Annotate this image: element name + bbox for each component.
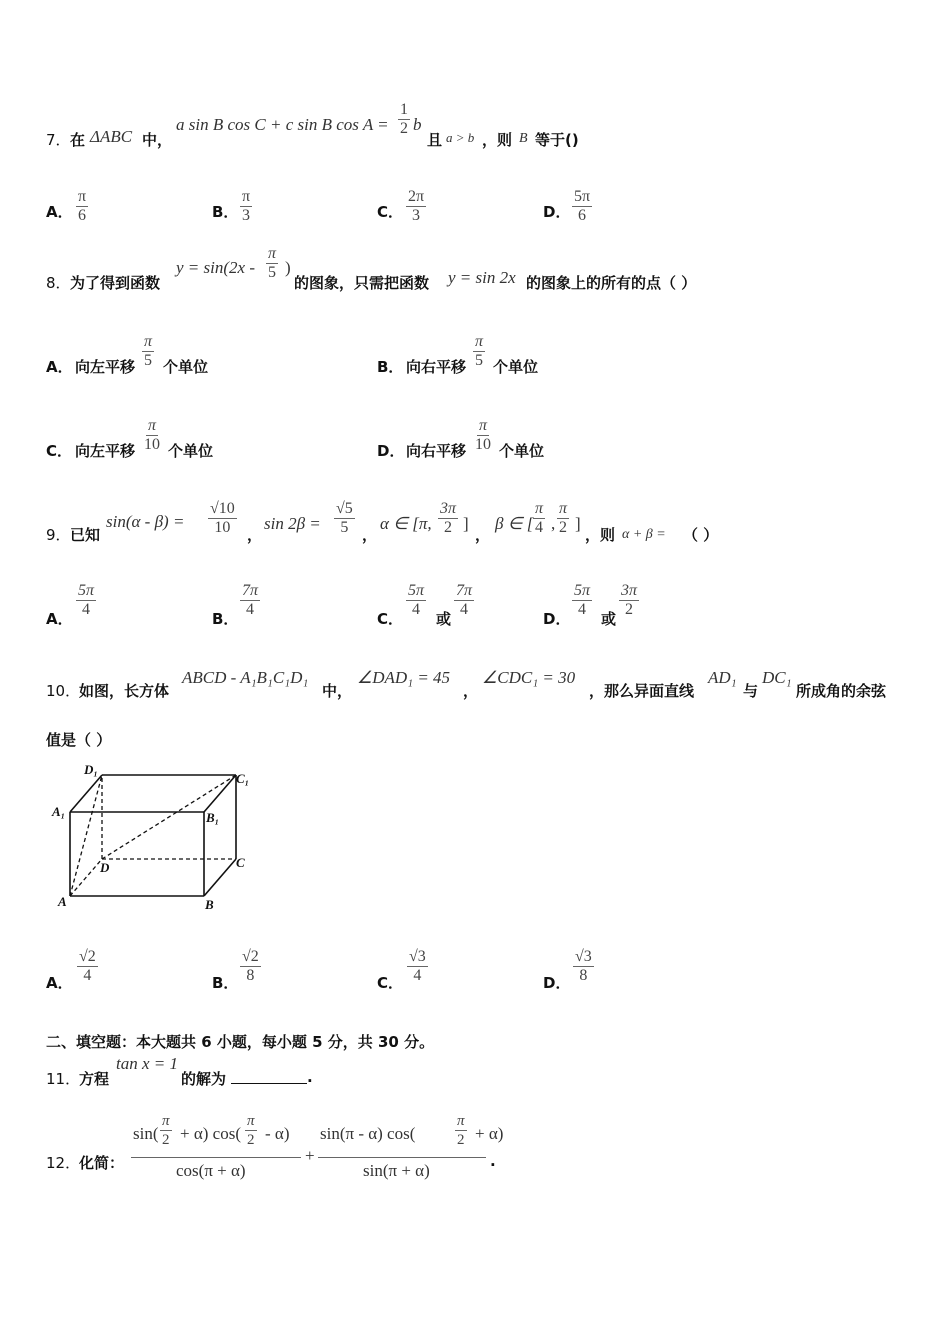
q8-d-num: π: [478, 417, 487, 434]
q9-f4-close: ]: [575, 514, 581, 533]
q9-option-c-or: 或: [436, 610, 452, 628]
q10-option-a-fraction: [77, 948, 98, 985]
q7-option-a[interactable]: A．: [46, 203, 73, 221]
q9-b-den: 4: [246, 601, 254, 618]
q10-c-num: √3: [409, 948, 426, 965]
q9-option-d-fraction-1: [572, 582, 592, 619]
q8-option-c-post: 个单位: [168, 442, 214, 460]
q8-option-d-fraction: [473, 417, 493, 454]
q7-option-c[interactable]: C．: [377, 203, 404, 221]
q8-option-d-pre: 向右平移: [406, 442, 467, 460]
q8-b-num: π: [475, 333, 484, 350]
label-b1: B₁: [206, 810, 220, 825]
q7-cond: a > b: [446, 130, 475, 145]
q12-t1-frac-b-den: 2: [247, 1132, 255, 1148]
q9-f4a-fraction: [533, 500, 545, 537]
q9-option-b-fraction: [240, 582, 260, 619]
q9-d-num1: 5π: [574, 582, 591, 599]
q12-end: .: [490, 1152, 496, 1170]
q10-and: 与: [743, 682, 759, 700]
q10-option-d[interactable]: D．: [543, 974, 571, 992]
q9-c-den1: 4: [412, 601, 420, 618]
q9-pre: 已知: [70, 526, 101, 544]
q12-plus: +: [305, 1146, 315, 1165]
edge-bc: [204, 859, 236, 896]
q12-t1-num-a: sin(: [133, 1124, 159, 1143]
q7-option-d-value: [572, 188, 592, 225]
q7-b: b: [413, 115, 422, 134]
q9-f1-den: 10: [214, 519, 231, 536]
q12-t1-frac-a-num: π: [162, 1113, 170, 1129]
q8-option-d-post: 个单位: [499, 442, 545, 460]
q8-option-a-post: 个单位: [163, 358, 209, 376]
q8-option-d[interactable]: D．: [377, 442, 405, 460]
q10-angle-1: ∠DAD₁ = 45: [357, 668, 451, 687]
q7-pre: 在: [70, 131, 86, 149]
q9-comma-2: ，: [362, 526, 378, 544]
q12-t1-frac-b: [245, 1112, 257, 1149]
q7-ask: 等于(): [535, 131, 579, 149]
q11-pre: 方程: [79, 1070, 110, 1088]
q7-option-d[interactable]: D．: [543, 203, 571, 221]
q10-line-2: DC₁: [762, 668, 792, 687]
q10-number: 10．: [46, 682, 81, 700]
q9-f3-num: 3π: [440, 500, 457, 517]
label-c1: C₁: [236, 771, 250, 786]
q9-c-num1: 5π: [408, 582, 425, 599]
q12-t2-frac-den: 2: [457, 1132, 465, 1148]
q9-f5: α + β =: [622, 527, 666, 542]
q9-d-num2: 3π: [621, 582, 638, 599]
q10-c-den: 4: [413, 967, 422, 984]
q7-half-num: 1: [400, 101, 408, 118]
q9-option-c-fraction-2: [454, 582, 474, 619]
q7-number: 7．: [46, 131, 71, 149]
q10-a-den: 4: [83, 967, 92, 984]
q9-f3-close: ]: [463, 514, 469, 533]
q7-option-c-value: [406, 188, 426, 225]
q7-a-den: 6: [78, 207, 87, 224]
q9-option-d[interactable]: D．: [543, 610, 571, 628]
q9-c-num2: 7π: [456, 582, 473, 599]
q9-option-b[interactable]: B．: [212, 610, 239, 628]
q9-f2-den: 5: [340, 519, 349, 536]
q8-c-num: π: [147, 417, 156, 434]
q8-f1: y = sin(2x -: [176, 258, 255, 277]
label-d1: D₁: [84, 762, 98, 777]
q9-d-den2: 2: [625, 601, 633, 618]
q8-option-a-pre: 向左平移: [75, 358, 136, 376]
q11-post: 的解为: [181, 1070, 227, 1088]
q9-ask: （ ）: [683, 526, 719, 544]
q12-t1-num-b: + α) cos(: [180, 1124, 241, 1143]
q7-triangle: ΔABC: [90, 127, 133, 146]
q10-post: 所成角的余弦: [796, 682, 887, 700]
q10-angle-2: ∠CDC₁ = 30: [482, 668, 576, 687]
q7-c-den: 3: [412, 207, 421, 224]
q9-f1: sin(α - β) =: [106, 512, 185, 531]
q9-f1-num: √10: [210, 500, 235, 517]
q9-f2-num: √5: [336, 500, 353, 517]
q9-f3-den: 2: [444, 519, 452, 536]
q9-f4: β ∈ [: [495, 514, 534, 533]
q7-and: 且: [427, 131, 443, 149]
q9-option-c-fraction-1: [406, 582, 426, 619]
q10-a-num: √2: [79, 948, 96, 965]
q9-b-num: 7π: [242, 582, 259, 599]
q10-comma-2: ，那么异面直线: [589, 682, 695, 700]
q8-f1-fraction: [266, 245, 278, 282]
q8-option-a[interactable]: A．: [46, 358, 73, 376]
q9-f3: α ∈ [π,: [380, 514, 432, 533]
label-c: C: [236, 855, 245, 870]
q12-t2-frac: [455, 1112, 467, 1149]
q11-equation: tan x = 1: [116, 1054, 178, 1073]
q12-t2-frac-num: π: [457, 1113, 465, 1129]
label-d: D: [100, 860, 110, 875]
q10-comma-1: ，: [463, 682, 479, 700]
q10-option-a[interactable]: A．: [46, 974, 73, 992]
q7-mid: 中，: [142, 131, 173, 149]
q8-post: 的图象上的所有的点（ ）: [526, 274, 697, 292]
q9-option-c[interactable]: C．: [377, 610, 404, 628]
q11-number: 11．: [46, 1070, 81, 1088]
q9-option-a-fraction: [76, 582, 96, 619]
q10-line2: 值是（ ）: [46, 731, 112, 749]
q9-then: ，则: [585, 526, 616, 544]
q9-f4b-num: π: [559, 500, 568, 517]
q8-option-c-fraction: [142, 417, 162, 454]
q12-t1-frac-a-den: 2: [162, 1132, 170, 1148]
q8-mid: 的图象，只需把函数: [294, 274, 430, 292]
q8-f1-den: 5: [268, 264, 276, 281]
q12-number: 12．: [46, 1154, 81, 1172]
q7-half-fraction: [398, 101, 410, 138]
q7-d-num: 5π: [574, 188, 591, 205]
q9-f4a-num: π: [535, 500, 544, 517]
q8-option-c-pre: 向左平移: [75, 442, 136, 460]
q10-option-b[interactable]: B．: [212, 974, 239, 992]
q8-option-b-pre: 向右平移: [406, 358, 467, 376]
q7-option-a-value: [76, 188, 88, 225]
q9-d-den1: 4: [578, 601, 586, 618]
edge-ad-hidden: [70, 859, 102, 896]
q8-d-den: 10: [475, 436, 491, 453]
label-a: A: [58, 894, 67, 909]
q7-b-den: 3: [242, 207, 251, 224]
q7-option-b[interactable]: B．: [212, 203, 239, 221]
q12-t1-den: cos(π + α): [176, 1161, 246, 1180]
q9-f4a-den: 4: [535, 519, 543, 536]
q10-option-d-fraction: [573, 948, 594, 985]
q12-t1-frac-b-num: π: [247, 1113, 255, 1129]
q10-box: ABCD - A₁B₁C₁D₁: [182, 668, 309, 687]
q9-f1-fraction: [208, 500, 237, 537]
q12-t2-num-b: + α): [475, 1124, 504, 1143]
q10-b-den: 8: [246, 967, 255, 984]
q9-f3-fraction: [438, 500, 458, 537]
q7-d-den: 6: [578, 207, 587, 224]
q10-option-c-fraction: [407, 948, 428, 985]
q8-f2: y = sin 2x: [448, 268, 516, 287]
q9-f4-comma: ,: [551, 514, 556, 533]
q8-option-b-post: 个单位: [493, 358, 539, 376]
q8-a-num: π: [144, 333, 153, 350]
q7-option-b-value: [240, 188, 252, 225]
q9-f2-fraction: [334, 500, 355, 537]
q7-formula: a sin B cos C + c sin B cos A =: [176, 115, 389, 134]
q7-B: B: [519, 131, 528, 146]
q12-t2-num-a: sin(π - α) cos(: [320, 1124, 416, 1143]
q10-option-c[interactable]: C．: [377, 974, 404, 992]
q12-t1-fraction-bar: [131, 1157, 301, 1158]
q9-f2: sin 2β =: [264, 514, 321, 533]
q9-option-d-fraction-2: [619, 582, 639, 619]
q12-pre: 化简：: [79, 1154, 125, 1172]
q8-c-den: 10: [144, 436, 160, 453]
q9-f4b-fraction: [557, 500, 569, 537]
q9-c-den2: 4: [460, 601, 468, 618]
q11-answer-blank[interactable]: [231, 1069, 307, 1084]
q9-f4b-den: 2: [559, 519, 567, 536]
q12-t2-den: sin(π + α): [363, 1161, 430, 1180]
q8-b-den: 5: [475, 352, 483, 369]
cuboid-figure: [46, 758, 266, 918]
q9-a-den: 4: [82, 601, 90, 618]
edge-b1c1: [204, 775, 236, 812]
q9-comma-3: ，: [475, 526, 491, 544]
q10-pre: 如图，长方体: [79, 682, 170, 700]
q10-option-b-fraction: [240, 948, 261, 985]
q9-a-num: 5π: [78, 582, 95, 599]
q7-half-den: 2: [400, 120, 408, 137]
q10-d-num: √3: [575, 948, 592, 965]
label-a1: A₁: [52, 804, 66, 819]
q8-number: 8．: [46, 274, 71, 292]
q8-a-den: 5: [144, 352, 152, 369]
section-2-heading: 二、填空题：本大题共 6 小题，每小题 5 分，共 30 分。: [46, 1033, 435, 1051]
q7-c-num: 2π: [408, 188, 425, 205]
q7-b-num: π: [242, 188, 251, 205]
q8-option-b[interactable]: B．: [377, 358, 404, 376]
q12-t1-num-c: - α): [265, 1124, 290, 1143]
q12-t1-frac-a: [160, 1112, 172, 1149]
q9-number: 9．: [46, 526, 71, 544]
q8-option-a-fraction: [142, 333, 154, 370]
q10-b-num: √2: [242, 948, 259, 965]
q9-comma-1: ，: [247, 526, 263, 544]
q8-f1-close: ): [285, 258, 291, 277]
q7-a-num: π: [78, 188, 87, 205]
q8-pre: 为了得到函数: [70, 274, 161, 292]
q9-option-d-or: 或: [601, 610, 617, 628]
label-b: B: [205, 897, 214, 912]
q10-d-den: 8: [579, 967, 588, 984]
q9-option-a[interactable]: A．: [46, 610, 73, 628]
q10-line-1: AD₁: [708, 668, 737, 687]
q8-f1-num: π: [268, 245, 277, 262]
q7-then: ，则: [482, 131, 513, 149]
q12-t2-fraction-bar: [318, 1157, 486, 1158]
q8-option-c[interactable]: C．: [46, 442, 73, 460]
q11-end: .: [307, 1068, 313, 1086]
q10-mid: 中，: [322, 682, 353, 700]
q8-option-b-fraction: [473, 333, 485, 370]
